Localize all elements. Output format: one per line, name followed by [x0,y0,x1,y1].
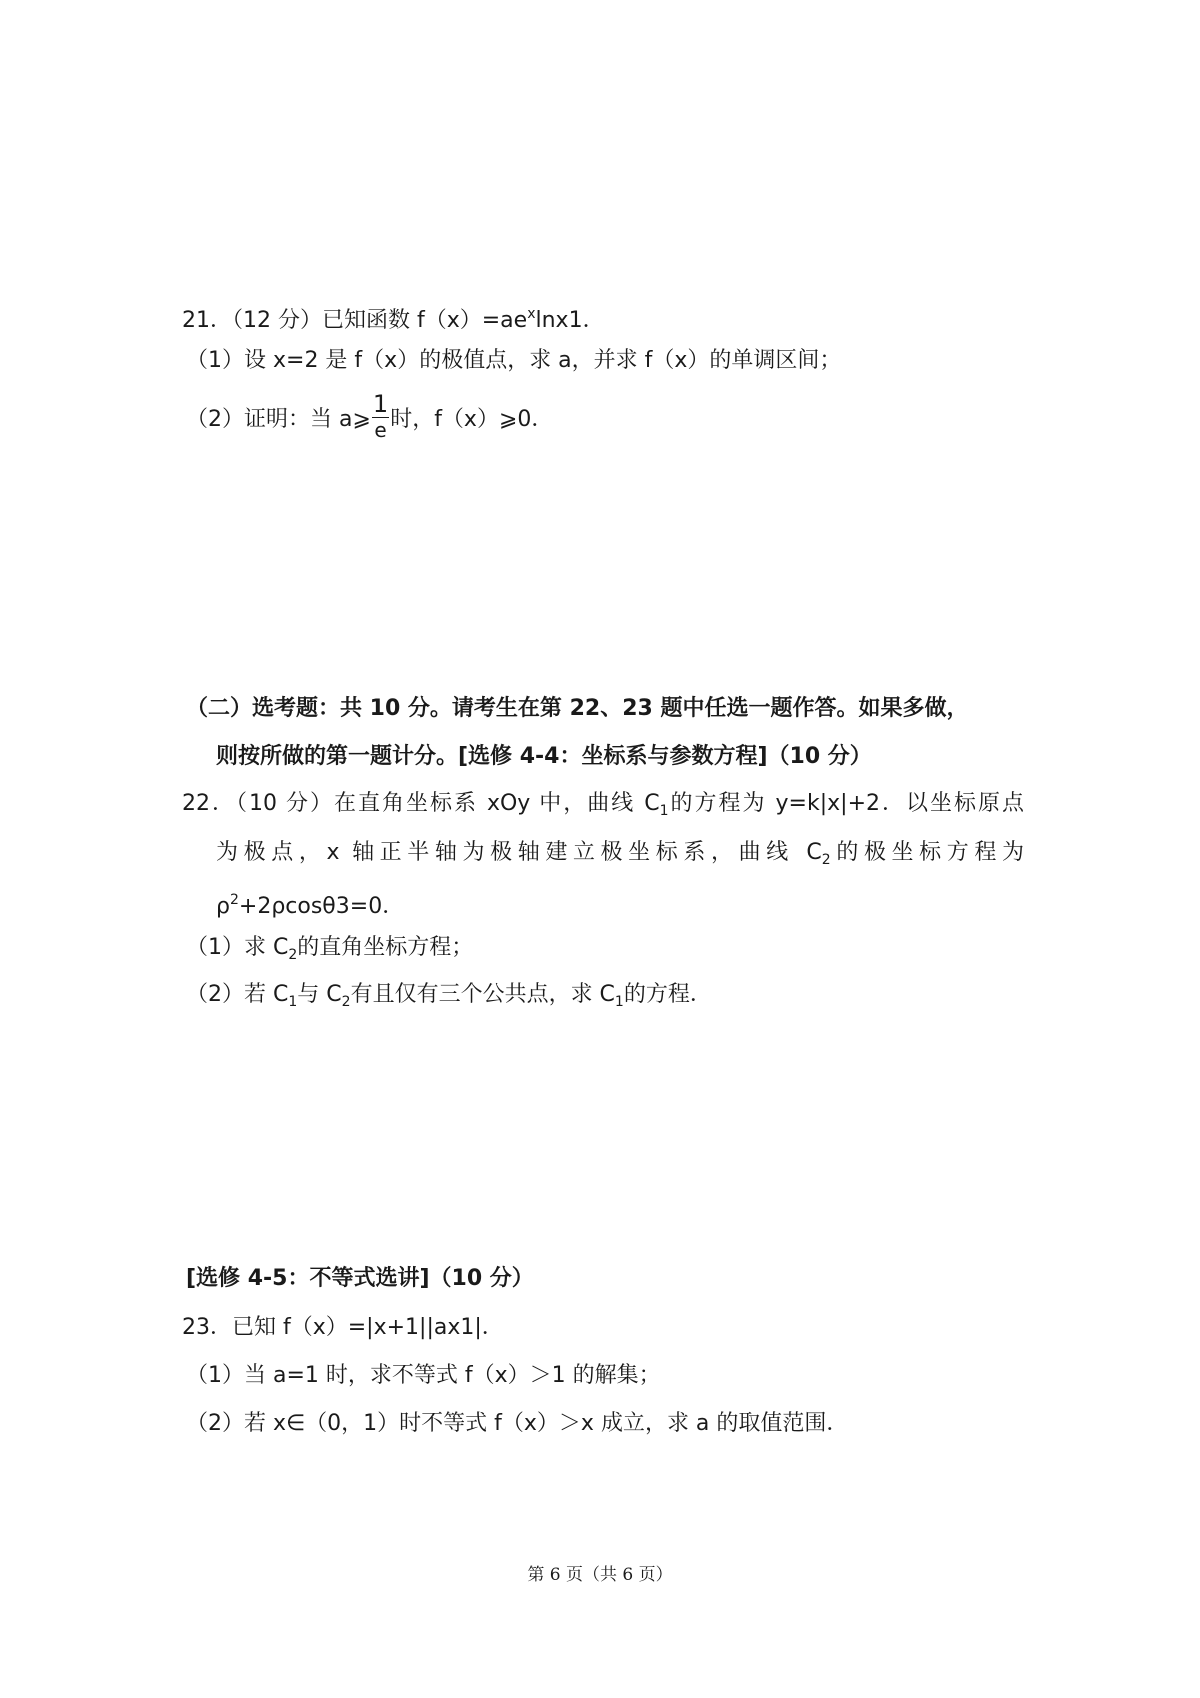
q21-part2: （2）证明：当 a⩾ $\frac{1}{e}$ 时，f（x）⩾0． [186,390,554,442]
q23-part2: （2）若 x∈（0，1）时不等式 f（x）＞x 成立，求 a 的取值范围． [186,1411,849,1436]
section-elective-line2: 则按所做的第一题计分。[选修 4-4：坐标系与参数方程]（10 分） [216,744,872,769]
fraction-one-over-e: $\frac{1}{e}$ [372,390,389,442]
page-footer: 第 6 页（共 6 页） [527,1565,673,1585]
q23-part1: （1）当 a=1 时，求不等式 f（x）＞1 的解集； [186,1363,661,1388]
q22-line3: $\rho^2+2\rho\cos\theta 3=0$． [216,892,405,919]
q22-line2: 为极点，x 轴正半轴为极轴建立极坐标系，曲线 $C_2$的极坐标方程为 [216,840,1024,868]
q21-part1: （1）设 x=2 是 f（x）的极值点，求 a，并求 f（x）的单调区间； [186,348,842,373]
q21-number: 21． [182,308,232,333]
q23-stem: 23．已知 f（x）=|x+1||ax1|． [182,1315,504,1340]
section-inequality-heading: [选修 4-5：不等式选讲]（10 分） [186,1266,534,1291]
q22-line1: 22．（10 分）在直角坐标系 xOy 中，曲线 $C_1$的方程为 y=k|x|+2．以坐标原点 [182,791,1024,819]
q21-stem: 21．（12 分）已知函数 $f(x)=ae^x\ln x1$． [182,306,605,333]
q22-part1: （1）求 $C_2$的直角坐标方程； [186,935,474,963]
section-elective-line1: （二）选考题：共 10 分。请考生在第 22、23 题中任选一题作答。如果多做， [186,696,969,721]
q22-part2: （2）若 $C_1$与 $C_2$有且仅有三个公共点，求 $C_1$的方程． [186,982,712,1010]
